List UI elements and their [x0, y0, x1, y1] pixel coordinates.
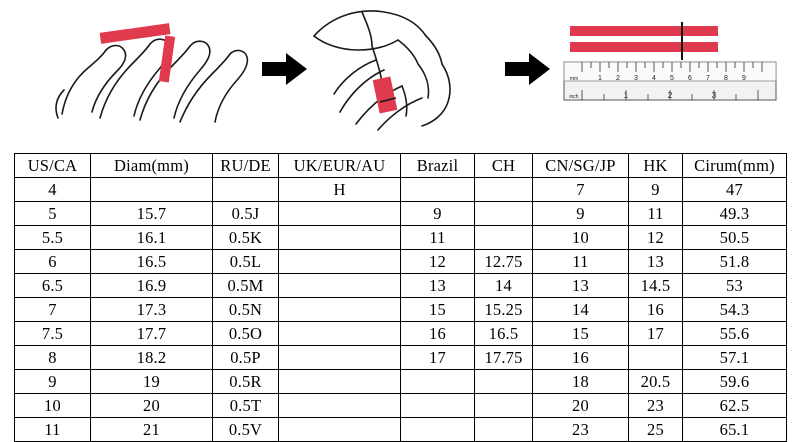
cell-diam: 16.9	[91, 274, 213, 298]
cell-ch	[475, 202, 533, 226]
cell-ch: 12.75	[475, 250, 533, 274]
table-row	[15, 370, 787, 394]
cell-brazil	[401, 178, 475, 202]
ring-size-table-wrap	[14, 153, 786, 442]
cell-us-ca: 6	[15, 250, 91, 274]
cell-uk	[279, 274, 401, 298]
cell-us-ca: 4	[15, 178, 91, 202]
cell-ch: 14	[475, 274, 533, 298]
cell-cn-sg-jp: 15	[533, 322, 629, 346]
cell-brazil: 12	[401, 250, 475, 274]
cell-cn-sg-jp: 7	[533, 178, 629, 202]
cell-ch	[475, 178, 533, 202]
cell-cirum: 53	[683, 274, 787, 298]
cell-us-ca: 5.5	[15, 226, 91, 250]
cell-ru-de: 0.5M	[213, 274, 279, 298]
cell-cirum: 49.3	[683, 202, 787, 226]
column-header-cirum-mm: Cirum(mm)	[683, 154, 787, 178]
column-header-ch: CH	[475, 154, 533, 178]
cell-uk	[279, 298, 401, 322]
cell-uk	[279, 226, 401, 250]
cell-uk	[279, 346, 401, 370]
cell-ru-de: 0.5O	[213, 322, 279, 346]
svg-text:8: 8	[724, 75, 728, 82]
cell-diam: 21	[91, 418, 213, 442]
cell-hk: 17	[629, 322, 683, 346]
cell-ch: 16.5	[475, 322, 533, 346]
cell-ch	[475, 370, 533, 394]
column-header-uk-eur-au: UK/EUR/AU	[279, 154, 401, 178]
cell-diam	[91, 178, 213, 202]
arrow-right-1	[262, 52, 308, 86]
cell-hk: 20.5	[629, 370, 683, 394]
cell-brazil	[401, 418, 475, 442]
cell-cn-sg-jp: 13	[533, 274, 629, 298]
svg-text:1: 1	[623, 91, 629, 100]
cell-us-ca: 5	[15, 202, 91, 226]
table-row	[15, 274, 787, 298]
cell-hk: 14.5	[629, 274, 683, 298]
cell-hk: 12	[629, 226, 683, 250]
cell-ru-de: 0.5J	[213, 202, 279, 226]
svg-text:mm: mm	[569, 76, 579, 82]
cell-hk: 16	[629, 298, 683, 322]
cell-cn-sg-jp: 18	[533, 370, 629, 394]
table-row	[15, 178, 787, 202]
cell-hk: 9	[629, 178, 683, 202]
cell-diam: 20	[91, 394, 213, 418]
cell-ru-de: 0.5V	[213, 418, 279, 442]
cell-diam: 16.5	[91, 250, 213, 274]
cell-brazil: 16	[401, 322, 475, 346]
cell-diam: 17.3	[91, 298, 213, 322]
cell-uk	[279, 394, 401, 418]
cell-brazil: 11	[401, 226, 475, 250]
table-header-row	[15, 154, 787, 178]
cell-brazil	[401, 370, 475, 394]
cell-cirum: 47	[683, 178, 787, 202]
cell-hk: 23	[629, 394, 683, 418]
cell-cn-sg-jp: 11	[533, 250, 629, 274]
table-row	[15, 394, 787, 418]
cell-ch	[475, 226, 533, 250]
cell-ru-de	[213, 178, 279, 202]
cell-cirum: 59.6	[683, 370, 787, 394]
cell-brazil: 13	[401, 274, 475, 298]
svg-text:2: 2	[667, 91, 673, 100]
cell-us-ca: 10	[15, 394, 91, 418]
cell-brazil: 9	[401, 202, 475, 226]
svg-text:2: 2	[616, 75, 620, 82]
svg-text:3: 3	[711, 91, 717, 100]
cell-hk: 25	[629, 418, 683, 442]
cell-ch: 15.25	[475, 298, 533, 322]
cell-ru-de: 0.5R	[213, 370, 279, 394]
svg-text:1: 1	[598, 75, 602, 82]
cell-us-ca: 7.5	[15, 322, 91, 346]
cell-hk: 11	[629, 202, 683, 226]
cell-uk	[279, 370, 401, 394]
cell-cn-sg-jp: 10	[533, 226, 629, 250]
cell-hk	[629, 346, 683, 370]
svg-text:6: 6	[688, 75, 692, 82]
column-header-us-ca: US/CA	[15, 154, 91, 178]
svg-text:inch: inch	[569, 94, 579, 100]
table-row	[15, 226, 787, 250]
cell-uk	[279, 202, 401, 226]
cell-brazil: 15	[401, 298, 475, 322]
cell-us-ca: 11	[15, 418, 91, 442]
cell-us-ca: 8	[15, 346, 91, 370]
cell-ch	[475, 418, 533, 442]
cell-uk	[279, 322, 401, 346]
cell-cirum: 57.1	[683, 346, 787, 370]
cell-cirum: 50.5	[683, 226, 787, 250]
cell-brazil: 17	[401, 346, 475, 370]
column-header-hk: HK	[629, 154, 683, 178]
svg-text:3: 3	[634, 75, 638, 82]
cell-cirum: 65.1	[683, 418, 787, 442]
cell-cn-sg-jp: 9	[533, 202, 629, 226]
ring-size-table	[14, 153, 787, 442]
cell-us-ca: 7	[15, 298, 91, 322]
table-row	[15, 202, 787, 226]
cell-ru-de: 0.5N	[213, 298, 279, 322]
cell-ch	[475, 394, 533, 418]
column-header-cn-sg-jp: CN/SG/JP	[533, 154, 629, 178]
paper-strip	[100, 23, 176, 82]
svg-text:4: 4	[652, 75, 656, 82]
cell-uk	[279, 418, 401, 442]
cell-us-ca: 6.5	[15, 274, 91, 298]
cell-ru-de: 0.5P	[213, 346, 279, 370]
cell-ru-de: 0.5L	[213, 250, 279, 274]
cell-cirum: 55.6	[683, 322, 787, 346]
column-header-brazil: Brazil	[401, 154, 475, 178]
table-row	[15, 250, 787, 274]
table-row	[15, 298, 787, 322]
ring-measure-illustration	[0, 0, 800, 150]
table-row	[15, 322, 787, 346]
cell-diam: 17.7	[91, 322, 213, 346]
table-row	[15, 418, 787, 442]
cell-cn-sg-jp: 20	[533, 394, 629, 418]
cell-ru-de: 0.5K	[213, 226, 279, 250]
svg-text:5: 5	[670, 75, 674, 82]
cell-brazil	[401, 394, 475, 418]
cell-diam: 19	[91, 370, 213, 394]
step-mark-strip-with-pen	[310, 2, 490, 132]
cell-uk	[279, 250, 401, 274]
cell-diam: 18.2	[91, 346, 213, 370]
cell-uk: H	[279, 178, 401, 202]
step-measure-strip-with-ruler	[560, 20, 780, 130]
svg-text:7: 7	[706, 75, 710, 82]
svg-text:9: 9	[742, 75, 746, 82]
step-wrap-paper-strip-around-finger	[40, 6, 260, 131]
column-header-diam-mm: Diam(mm)	[91, 154, 213, 178]
cell-cirum: 62.5	[683, 394, 787, 418]
cell-diam: 15.7	[91, 202, 213, 226]
cell-cn-sg-jp: 14	[533, 298, 629, 322]
arrow-right-2	[505, 52, 551, 86]
cell-cirum: 51.8	[683, 250, 787, 274]
table-row	[15, 346, 787, 370]
cell-ch: 17.75	[475, 346, 533, 370]
cell-us-ca: 9	[15, 370, 91, 394]
column-header-ru-de: RU/DE	[213, 154, 279, 178]
cell-ru-de: 0.5T	[213, 394, 279, 418]
paper-strip-marked	[373, 77, 398, 114]
cell-hk: 13	[629, 250, 683, 274]
cell-diam: 16.1	[91, 226, 213, 250]
cell-cn-sg-jp: 23	[533, 418, 629, 442]
cell-cirum: 54.3	[683, 298, 787, 322]
cell-cn-sg-jp: 16	[533, 346, 629, 370]
